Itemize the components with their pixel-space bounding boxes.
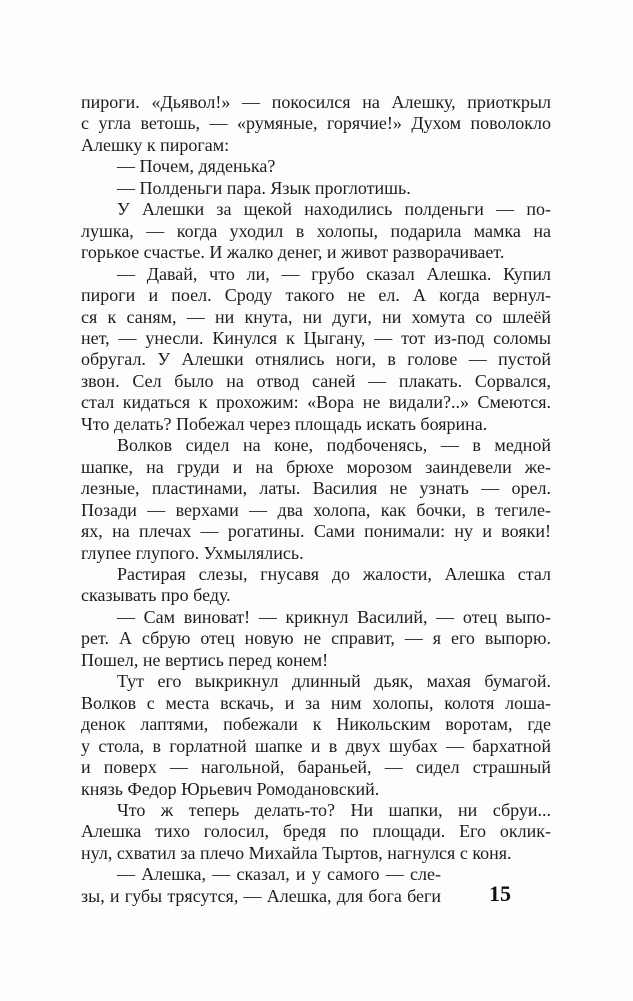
text-line: — Алешка, — сказал, и у самого — сле- <box>117 864 441 885</box>
text-line: сказывать про беду. <box>81 585 231 606</box>
text-line: обругал. У Алешки отнялись ноги, в голове — пустой <box>81 349 551 370</box>
text-line: и поверх — нагольной, бараньей, — сидел страшный <box>81 757 551 778</box>
page-number: 15 <box>489 881 511 906</box>
text-line: нул, схватил за плечо Михайла Тыртов, нагнулся с коня. <box>81 842 512 863</box>
text-line: зы, и губы трясутся, — Алешка, для бога беги <box>81 885 441 906</box>
text-line: — Сам виноват! — крикнул Василий, — отец выпо- <box>117 606 551 627</box>
text-line: лушка, — когда уходил в холопы, подарила мамка на <box>81 220 551 241</box>
text-line: с угла ветошь, — «румяные, горячие!» Духом поволокло <box>81 113 551 134</box>
text-line: у стола, в горлатной шапке и в двух шубах — бархатной <box>81 735 551 756</box>
text-line: Пошел, не вертись перед конем! <box>81 649 329 670</box>
text-line: Алешка тихо голосил, бредя по площади. Его оклик- <box>81 821 551 842</box>
text-line: Волков сидел на коне, подбоченясь, — в медной <box>117 435 551 456</box>
text-line: Позади — верхами — два холопа, как бочки, в тегиле- <box>81 499 551 520</box>
text-line: князь Федор Юрьевич Ромодановский. <box>81 778 380 799</box>
text-line: стал кидаться к прохожим: «Вора не видали?..» Смеются. <box>81 392 551 413</box>
text-line: горькое счастье. И жалко денег, и живот разворачивает. <box>81 242 505 263</box>
text-line: У Алешки за щекой находились полденьги — по- <box>117 199 551 220</box>
text-line: нет, — унесли. Кинулся к Цыгану, — тот из-под соломы <box>81 327 551 348</box>
text-line: — Почем, дяденька? <box>117 156 276 177</box>
text-line: — Полденьги пара. Язык проглотишь. <box>117 177 411 198</box>
text-line: глупее глупого. Ухмылялись. <box>81 542 304 563</box>
text-line: — Давай, что ли, — грубо сказал Алешка. Купил <box>117 263 551 284</box>
text-line: Что ж теперь делать-то? Ни шапки, ни сбруи... <box>117 799 551 820</box>
text-line: пироги. «Дьявол!» — покосился на Алешку, приоткрыл <box>81 92 551 112</box>
text-line: Алешку к пирогам: <box>81 134 230 155</box>
book-page <box>81 92 551 907</box>
text-line: шапке, на груди и на брюхе морозом заиндевели же- <box>81 456 551 477</box>
text-line: пироги и поел. Сроду такого не ел. А когда вернул- <box>81 285 551 306</box>
text-line: Растирая слезы, гнусавя до жалости, Алешка стал <box>117 563 551 584</box>
text-line: ся к саням, — ни кнута, ни дуги, ни хомута со шлеёй <box>81 306 551 327</box>
text-line: ях, на плечах — рогатины. Сами понимали: ну и вояки! <box>81 521 551 542</box>
text-line: лезные, пластинами, латы. Василия не узнать — орел. <box>81 478 551 499</box>
text-line: звон. Сел было на отвод саней — плакать. Сорвался, <box>81 370 551 391</box>
text-line: Что делать? Побежал через площадь искать боярина. <box>81 413 488 434</box>
text-line: Тут его выкрикнул длинный дьяк, махая бумагой. <box>117 671 551 692</box>
text-line: денок лаптями, побежали к Никольским воротам, где <box>81 714 551 735</box>
text-line: рет. А сбрую отец новую не справит, — я его выпорю. <box>81 628 551 649</box>
text-line: Волков с места вскачь, и за ним холопы, колотя лоша- <box>81 692 551 713</box>
